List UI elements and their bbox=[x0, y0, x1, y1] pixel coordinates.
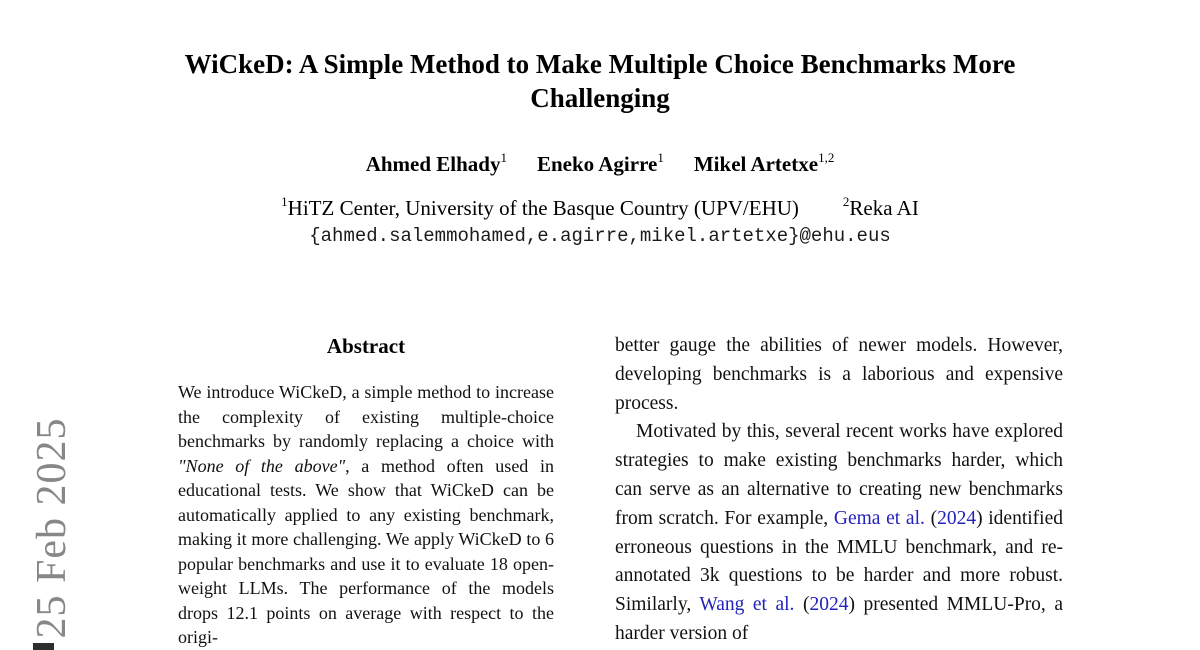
citation-link-wang[interactable]: Wang et al. bbox=[699, 594, 795, 616]
author-2-affiliation-marker: 1 bbox=[657, 150, 664, 165]
citation-link-gema[interactable]: Gema et al. bbox=[833, 507, 925, 529]
author-2-name: Eneko Agirre bbox=[536, 152, 658, 176]
affiliation-2-text: Reka AI bbox=[849, 196, 919, 220]
author-1-affiliation-marker: 1 bbox=[500, 150, 507, 165]
intro-p2-mid1: ( bbox=[924, 507, 938, 529]
arxiv-watermark-cutoff bbox=[33, 643, 54, 650]
author-3-affiliation-marker: 1,2 bbox=[818, 150, 835, 165]
introduction-column bbox=[615, 332, 1063, 649]
affiliation-2 bbox=[843, 196, 919, 220]
author-1 bbox=[366, 152, 507, 176]
authors-row bbox=[0, 151, 1200, 177]
intro-p2-tail: ) presented MMLU-Pro, a harder version of bbox=[615, 594, 1063, 644]
intro-paragraph-1: better gauge the abilities of newer models. However, developing benchmarks is a laborious and expensive process. bbox=[615, 335, 1063, 414]
intro-p2-lead: Motivated by this, several recent works have explored strategies to make existing benchmarks harder, which can serve as an alternative to creating new benchmarks from scratch. For example, bbox=[615, 421, 1063, 529]
abstract-text-rest: , a method often used in educational tests. We show that WiCkeD can be automatically applied to any existing benchmark, making it more challenging. We apply WiCkeD to 6 popular benchmarks and use it to evaluate 18 open-weight LLMs. The performance of the models drops 12.1 points on average with respect to the origi- bbox=[178, 455, 554, 647]
author-3 bbox=[694, 152, 834, 176]
intro-p2-mid2: ) identified erroneous questions in the MMLU benchmark, and re-annotated 3k questions to be harder and more robust. Similarly, bbox=[615, 507, 1063, 616]
abstract-heading: Abstract bbox=[326, 334, 406, 358]
contact-email: {ahmed.salemmohamed,e.agirre,mikel.artetxe}@ehu.eus bbox=[309, 225, 891, 247]
author-3-name: Mikel Artetxe bbox=[693, 152, 819, 176]
abstract-text bbox=[178, 380, 554, 650]
citation-link-wang-year[interactable]: 2024 bbox=[809, 594, 849, 616]
abstract-italic-phrase: "None of the above" bbox=[178, 455, 346, 476]
citation-link-gema-year[interactable]: 2024 bbox=[937, 507, 977, 529]
affiliation-2-marker: 2 bbox=[842, 194, 850, 209]
affiliation-1-marker: 1 bbox=[281, 194, 288, 209]
affiliation-1-text: HiTZ Center, University of the Basque Country (UPV/EHU) bbox=[287, 196, 799, 220]
affiliation-1 bbox=[281, 196, 799, 220]
intro-p2-mid3: ( bbox=[794, 594, 810, 616]
affiliations-row bbox=[0, 195, 1200, 221]
author-1-name: Ahmed Elhady bbox=[365, 152, 501, 176]
abstract-text-lead: We introduce WiCkeD, a simple method to increase the complexity of existing multiple-choice benchmarks by randomly replacing a choice with bbox=[178, 382, 554, 451]
arxiv-date-watermark: 25 Feb 2025 bbox=[29, 417, 75, 639]
paper-title: WiCkeD: A Simple Method to Make Multiple Choice Benchmarks More Challenging bbox=[184, 49, 1016, 113]
intro-paragraph-2 bbox=[615, 418, 1063, 648]
author-2 bbox=[537, 152, 664, 176]
abstract-section bbox=[178, 334, 554, 650]
